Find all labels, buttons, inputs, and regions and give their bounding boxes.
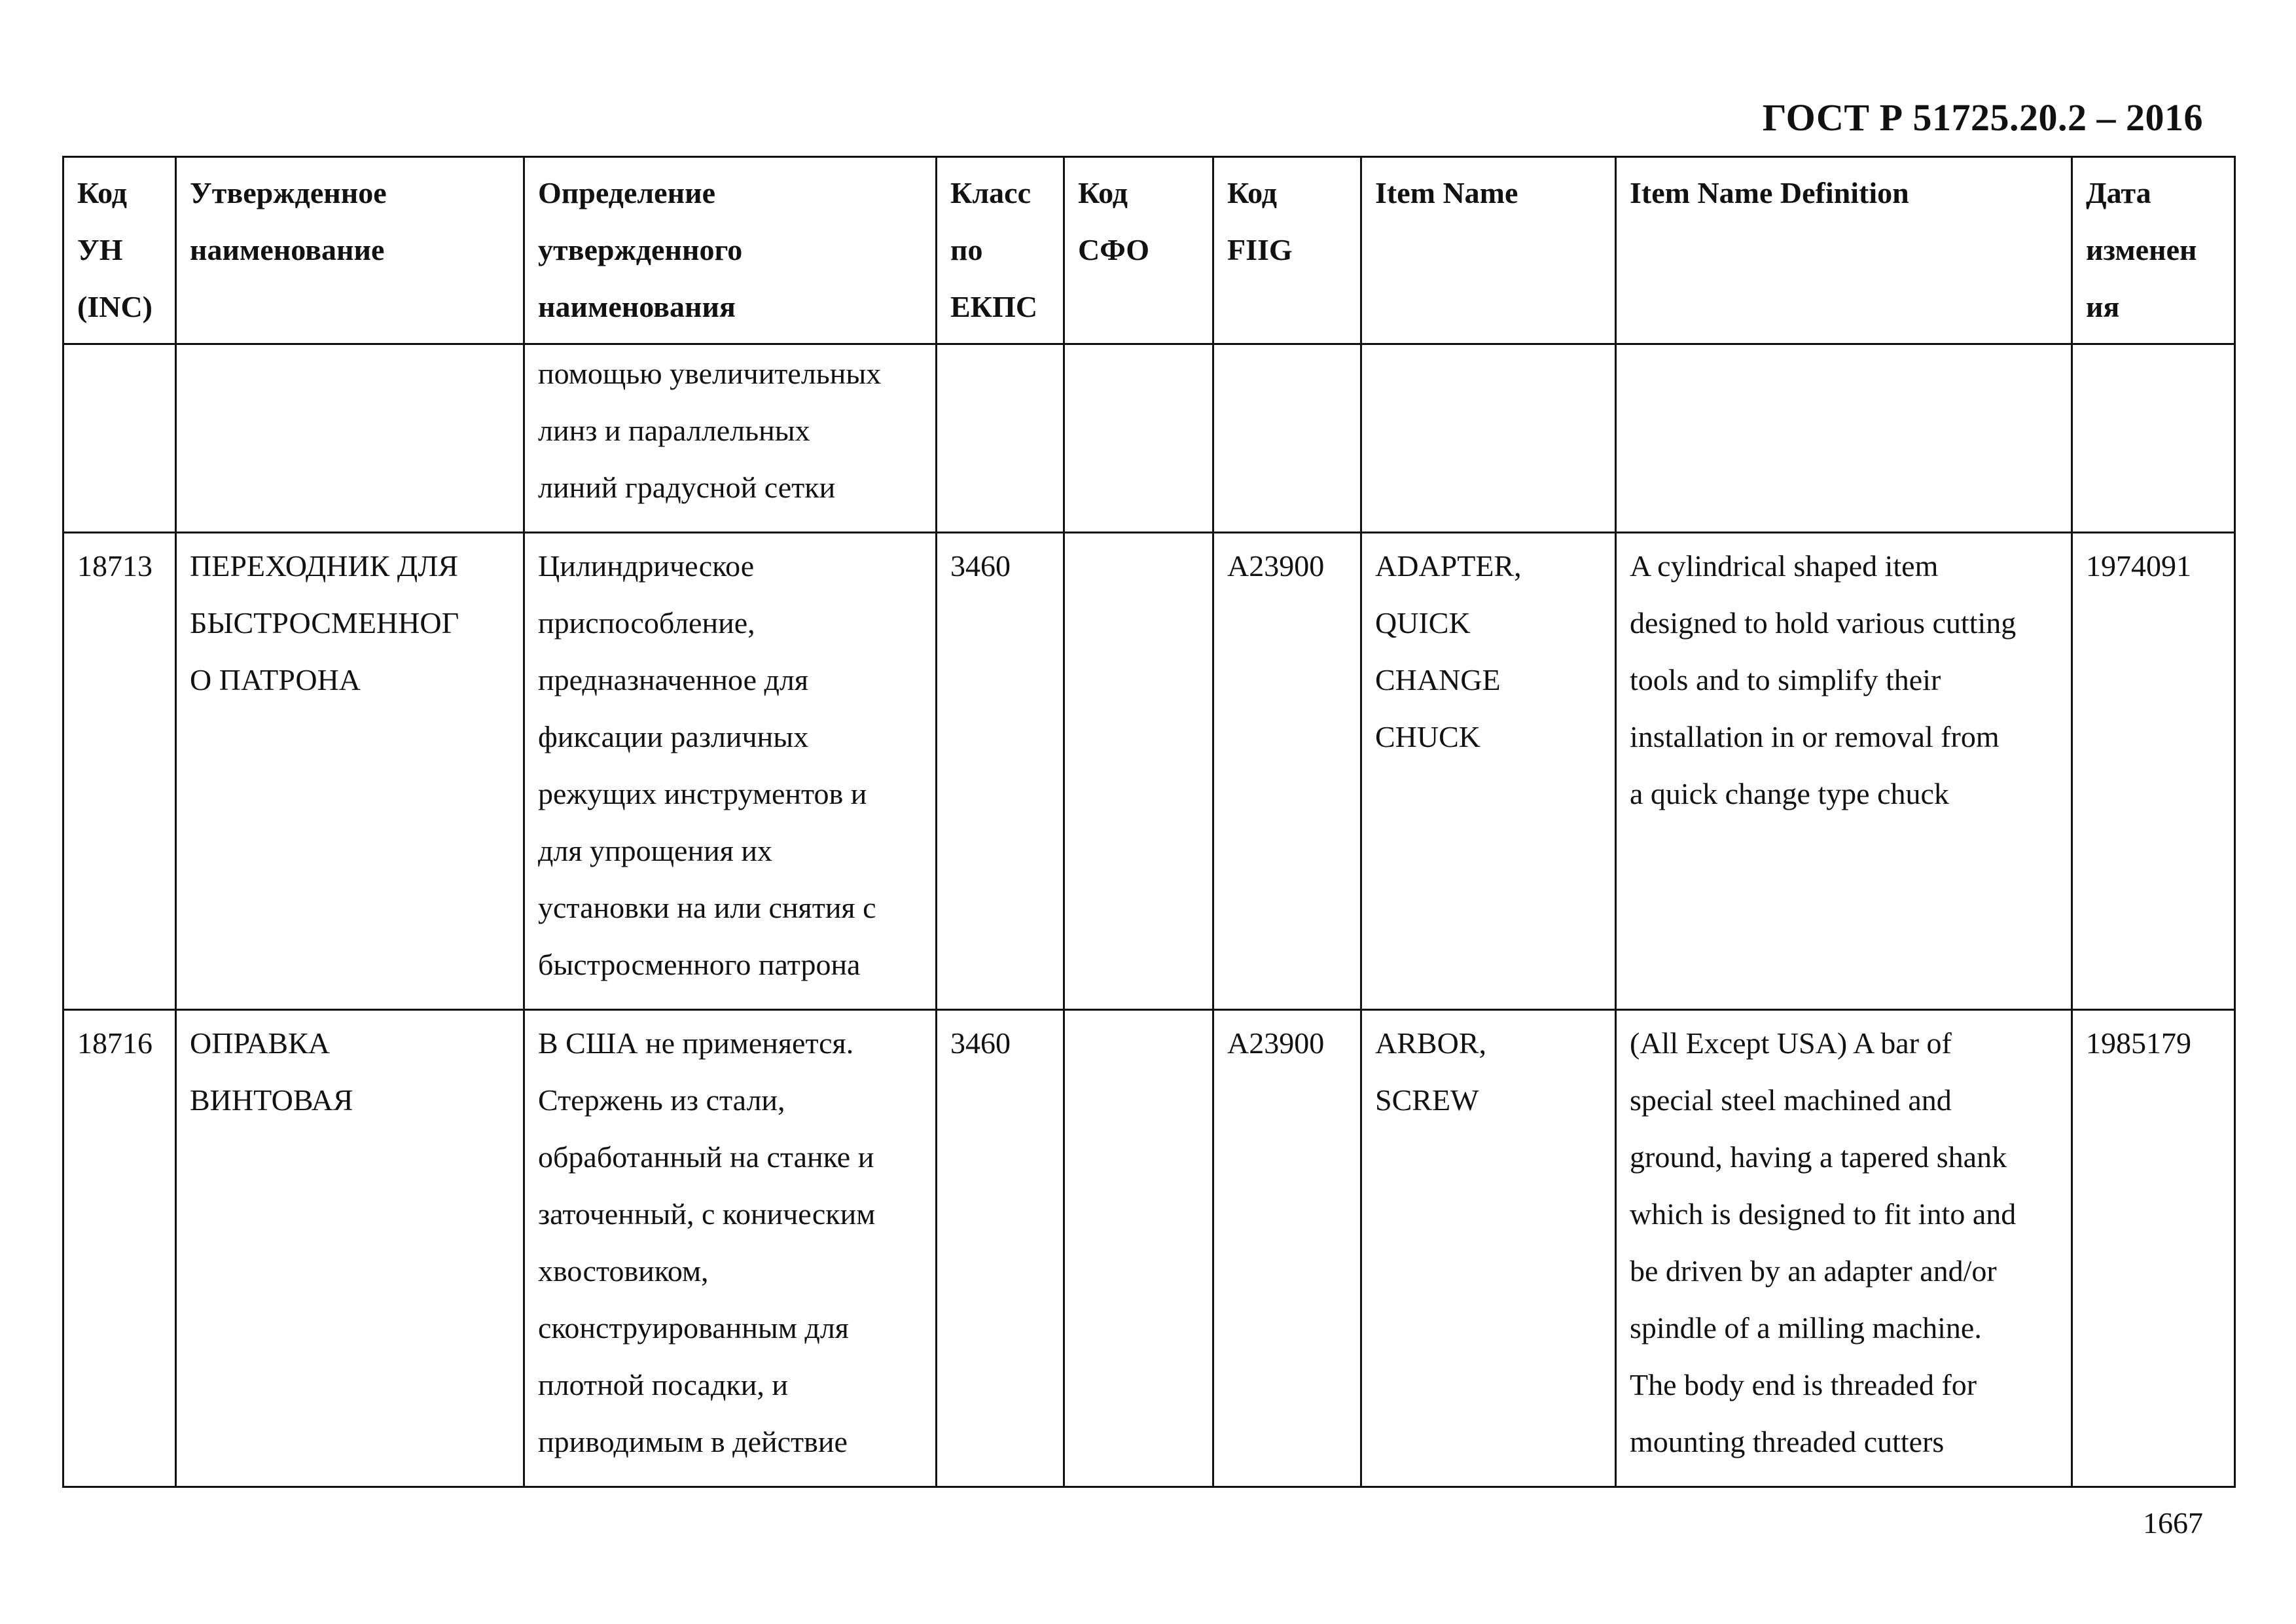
header-item-definition: Item Name Definition: [1616, 157, 2072, 344]
cell-sfo: [1064, 533, 1213, 1010]
header-sfo: Код СФО: [1064, 157, 1213, 344]
cell-name: ПЕРЕХОДНИК ДЛЯ БЫСТРОСМЕННОГ О ПАТРОНА: [176, 533, 524, 1010]
cell-item-name: [1361, 344, 1616, 533]
cell-date: 1985179: [2072, 1010, 2235, 1487]
cell-fiig: A23900: [1213, 1010, 1361, 1487]
cell-class: 3460: [937, 1010, 1064, 1487]
cell-item-definition: A cylindrical shaped item designed to hold various cutting tools and to simplify their installation in or removal from a quick change type chuck: [1616, 533, 2072, 1010]
cell-sfo: [1064, 344, 1213, 533]
cell-inc: 18716: [63, 1010, 176, 1487]
cell-item-name: ADAPTER, QUICK CHANGE CHUCK: [1361, 533, 1616, 1010]
header-date: Дата изменен ия: [2072, 157, 2235, 344]
table-row: [63, 344, 2235, 533]
table-row: [63, 1010, 2235, 1487]
table-row: [63, 533, 2235, 1010]
header-approved-name: Утвержденное наименование: [176, 157, 524, 344]
header-item-name: Item Name: [1361, 157, 1616, 344]
header-definition: Определение утвержденного наименования: [524, 157, 937, 344]
cell-sfo: [1064, 1010, 1213, 1487]
cell-definition: помощью увеличительных линз и параллельных линий градусной сетки: [524, 344, 937, 533]
page-number: 1667: [2143, 1506, 2203, 1540]
cell-item-definition: (All Except USA) A bar of special steel machined and ground, having a tapered shank which is designed to fit into and be driven by an adapter and/or spindle of a milling machine. The body end is threaded for mounting threaded cutters: [1616, 1010, 2072, 1487]
cell-name: [176, 344, 524, 533]
header-class: Класс по ЕКПС: [937, 157, 1064, 344]
cell-item-definition: [1616, 344, 2072, 533]
cell-fiig: [1213, 344, 1361, 533]
document-header: ГОСТ Р 51725.20.2 – 2016: [1762, 96, 2203, 139]
cell-date: [2072, 344, 2235, 533]
table-header-row: [63, 157, 2235, 344]
header-inc: Код УН (INC): [63, 157, 176, 344]
cell-fiig: A23900: [1213, 533, 1361, 1010]
cell-class: [937, 344, 1064, 533]
cell-definition: Цилиндрическое приспособление, предназначенное для фиксации различных режущих инструментов и для упрощения их установки на или снятия с быстросменного патрона: [524, 533, 937, 1010]
cell-name: ОПРАВКА ВИНТОВАЯ: [176, 1010, 524, 1487]
cell-class: 3460: [937, 533, 1064, 1010]
cell-item-name: ARBOR, SCREW: [1361, 1010, 1616, 1487]
cell-inc: [63, 344, 176, 533]
cell-date: 1974091: [2072, 533, 2235, 1010]
cell-definition: В США не применяется. Стержень из стали, обработанный на станке и заточенный, с коническим хвостовиком, сконструированным для плотной посадки, и приводимым в действие: [524, 1010, 937, 1487]
cell-inc: 18713: [63, 533, 176, 1010]
header-fiig: Код FIIG: [1213, 157, 1361, 344]
catalog-table: [62, 156, 2236, 1488]
